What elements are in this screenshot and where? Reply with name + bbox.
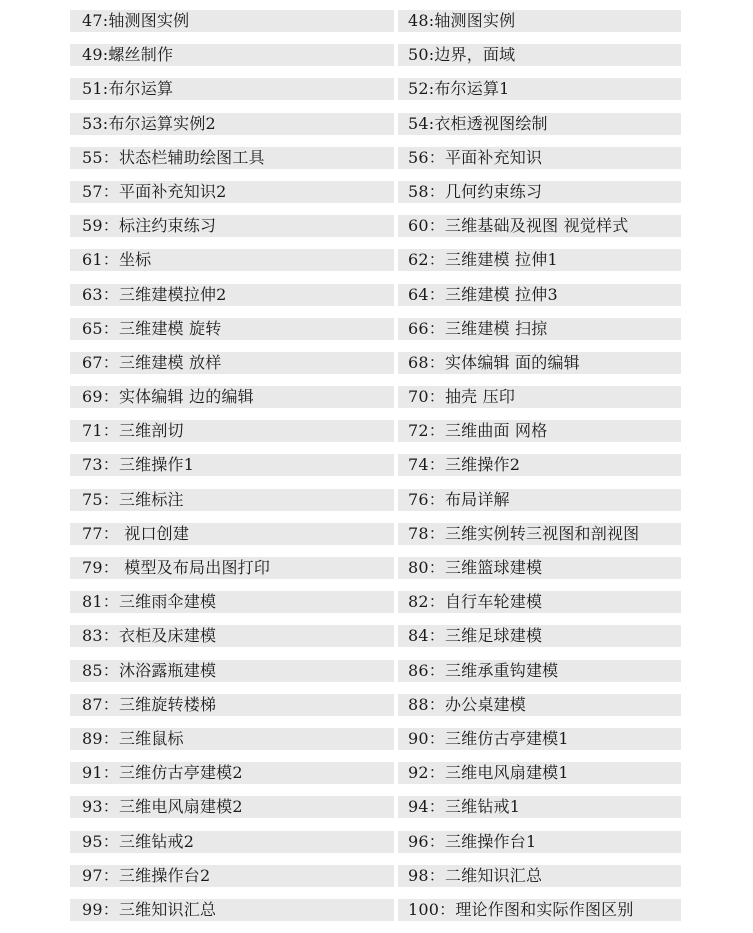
lesson-item: 54:衣柜透视图绘制	[408, 113, 548, 133]
lesson-row	[70, 284, 681, 306]
lesson-row	[70, 215, 681, 237]
lesson-item: 82：自行车轮建模	[408, 592, 543, 612]
lesson-item: 61：坐标	[82, 250, 152, 270]
lesson-item: 88：办公桌建模	[408, 694, 526, 714]
lesson-row	[70, 728, 681, 750]
lesson-item: 75：三维标注	[82, 489, 184, 509]
lesson-item: 57：平面补充知识2	[82, 181, 227, 201]
lesson-row	[70, 625, 681, 647]
lesson-item: 90：三维仿古亭建模1	[408, 728, 569, 748]
lesson-item: 78：三维实例转三视图和剖视图	[408, 523, 640, 543]
lesson-row	[70, 454, 681, 476]
lesson-item: 64：三维建模 拉伸3	[408, 284, 558, 304]
lesson-item: 86：三维承重钩建模	[408, 660, 559, 680]
lesson-row	[70, 420, 681, 442]
lesson-row	[70, 557, 681, 579]
lesson-item: 53:布尔运算实例2	[82, 113, 216, 133]
lesson-row	[70, 181, 681, 203]
lesson-item: 85：沐浴露瓶建模	[82, 660, 217, 680]
lesson-list	[70, 10, 681, 933]
lesson-item: 92：三维电风扇建模1	[408, 763, 569, 783]
lesson-item: 48:轴测图实例	[408, 11, 516, 30]
lesson-row	[70, 796, 681, 818]
lesson-item: 52:布尔运算1	[408, 79, 510, 99]
lesson-item: 80：三维篮球建模	[408, 558, 543, 577]
lesson-row	[70, 489, 681, 511]
lesson-row	[70, 831, 681, 853]
lesson-row	[70, 352, 681, 374]
lesson-item: 60：三维基础及视图 视觉样式	[408, 216, 629, 236]
lesson-item: 58：几何约束练习	[408, 181, 543, 201]
lesson-row	[70, 318, 681, 340]
lesson-item: 83：衣柜及床建模	[82, 626, 217, 646]
lesson-item: 67：三维建模 放样	[82, 352, 222, 372]
lesson-item: 77： 视口创建	[82, 523, 190, 543]
lesson-item: 55：状态栏辅助绘图工具	[82, 147, 265, 167]
lesson-item: 72：三维曲面 网格	[408, 421, 548, 441]
lesson-item: 84：三维足球建模	[408, 626, 543, 646]
lesson-item: 50:边界，面域	[408, 45, 516, 65]
lesson-item: 71：三维剖切	[82, 421, 184, 441]
lesson-item: 93：三维电风扇建模2	[82, 797, 243, 817]
lesson-item: 91：三维仿古亭建模2	[82, 763, 243, 783]
lesson-item: 76：布局详解	[408, 489, 510, 509]
lesson-item: 100：理论作图和实际作图区别	[408, 899, 634, 919]
lesson-row	[70, 523, 681, 545]
lesson-item: 96：三维操作台1	[408, 831, 537, 851]
lesson-item: 66：三维建模 扫掠	[408, 318, 548, 338]
lesson-item: 79： 模型及布局出图打印	[82, 558, 271, 577]
lesson-row	[70, 694, 681, 716]
lesson-row	[70, 10, 681, 32]
lesson-item: 73：三维操作1	[82, 455, 195, 475]
lesson-item: 87：三维旋转楼梯	[82, 694, 217, 714]
lesson-row	[70, 660, 681, 682]
lesson-row	[70, 762, 681, 784]
lesson-item: 69：实体编辑 边的编辑	[82, 387, 254, 407]
lesson-item: 47:轴测图实例	[82, 11, 190, 30]
lesson-item: 89：三维鼠标	[82, 728, 184, 748]
lesson-row	[70, 865, 681, 887]
lesson-item: 51:布尔运算	[82, 79, 174, 99]
lesson-item: 49:螺丝制作	[82, 45, 174, 65]
lesson-item: 97：三维操作台2	[82, 865, 211, 885]
lesson-item: 63：三维建模拉伸2	[82, 284, 227, 304]
lesson-row	[70, 591, 681, 613]
lesson-item: 70：抽壳 压印	[408, 387, 516, 407]
lesson-row	[70, 147, 681, 169]
lesson-item: 99：三维知识汇总	[82, 899, 217, 919]
lesson-row	[70, 44, 681, 66]
lesson-row	[70, 386, 681, 408]
lesson-item: 81：三维雨伞建模	[82, 592, 217, 612]
lesson-item: 59：标注约束练习	[82, 216, 217, 236]
lesson-item: 65：三维建模 旋转	[82, 318, 222, 338]
lesson-item: 95：三维钻戒2	[82, 831, 195, 851]
lesson-item: 68：实体编辑 面的编辑	[408, 352, 580, 372]
lesson-item: 56：平面补充知识	[408, 147, 543, 167]
lesson-item: 62：三维建模 拉伸1	[408, 250, 558, 270]
lesson-row	[70, 78, 681, 100]
lesson-row	[70, 249, 681, 271]
lesson-item: 98：二维知识汇总	[408, 865, 543, 885]
lesson-item: 74：三维操作2	[408, 455, 521, 475]
lesson-row	[70, 113, 681, 135]
lesson-item: 94：三维钻戒1	[408, 797, 521, 817]
